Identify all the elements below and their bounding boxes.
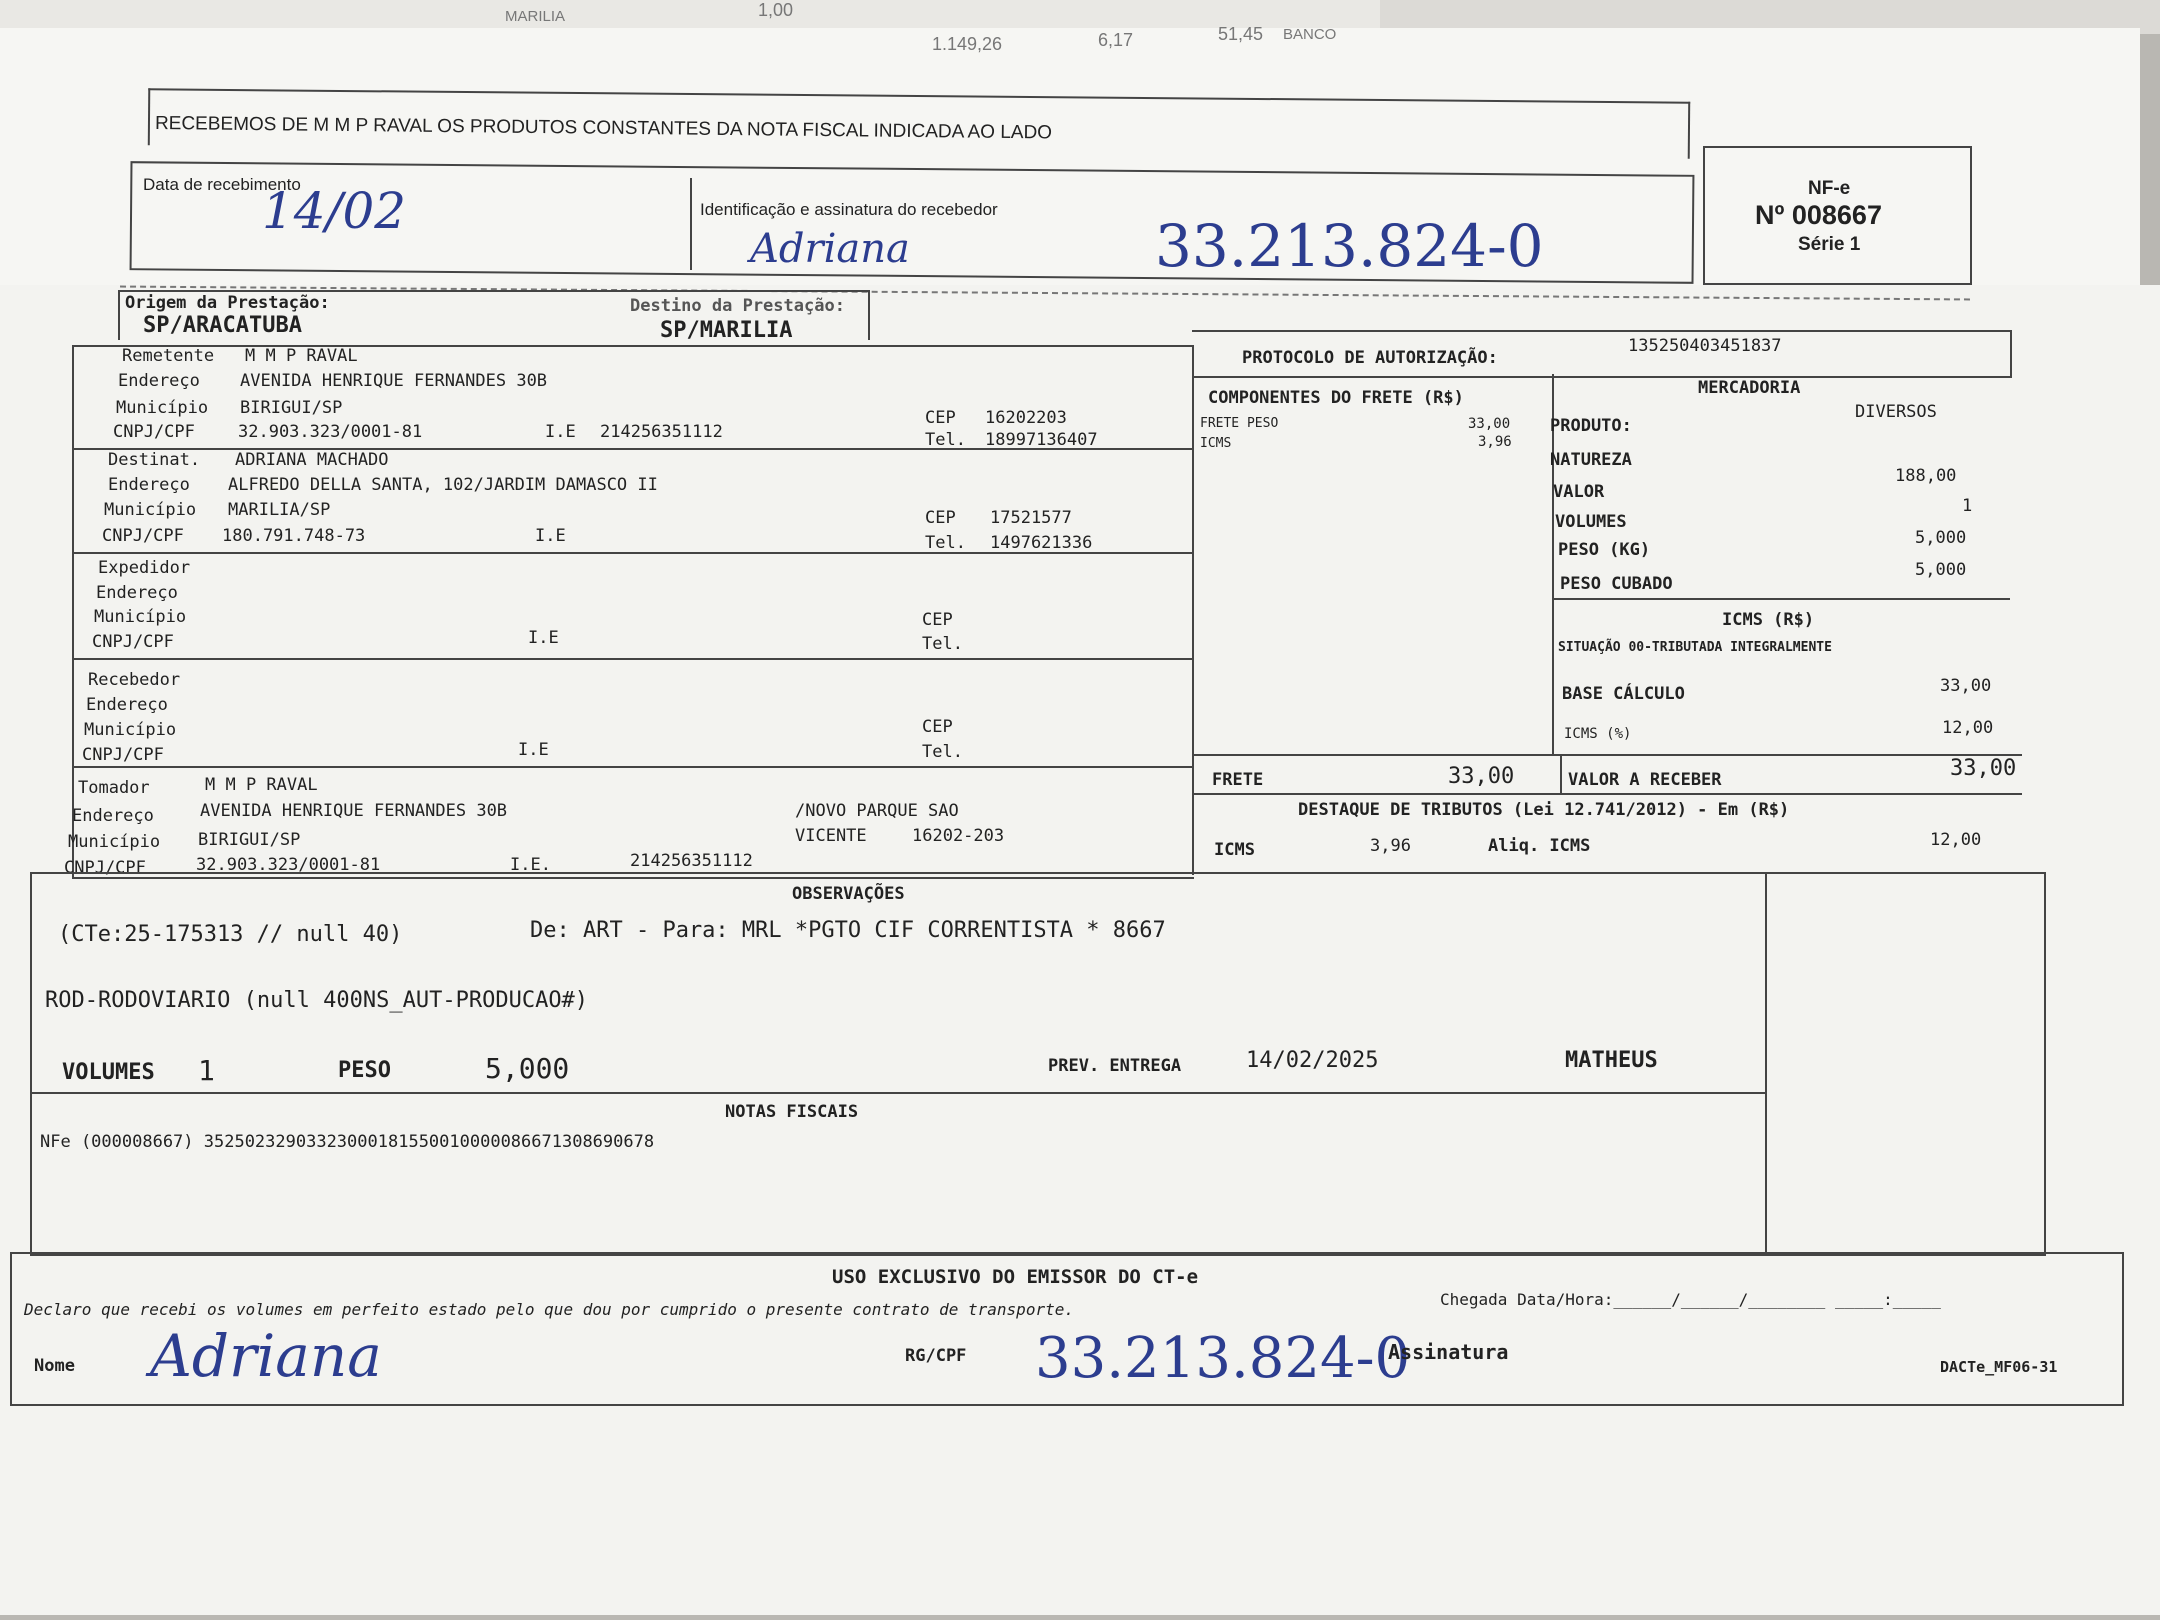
- icms-base-value: 33,00: [1940, 676, 1992, 696]
- protocol-label: PROTOCOLO DE AUTORIZAÇÃO:: [1242, 348, 1498, 368]
- receipt-date-handwritten: 14/02: [262, 182, 407, 240]
- observations-title: OBSERVAÇÕES: [792, 884, 905, 904]
- icms-situation: SITUAÇÃO 00-TRIBUTADA INTEGRALMENTE: [1558, 640, 1832, 655]
- nfe-title: NF-e: [1808, 178, 1851, 199]
- freight-title: COMPONENTES DO FRETE (R$): [1208, 388, 1464, 408]
- footer-rg-value: 33.213.824-0: [1035, 1326, 1411, 1391]
- top-amount-4: 51,45: [1218, 24, 1264, 44]
- top-amount-3: 6,17: [1098, 30, 1134, 50]
- payer-addr: AVENIDA HENRIQUE FERNANDES 30B: [200, 801, 508, 821]
- top-amount-1: 1,00: [758, 0, 794, 20]
- taxes-icms-value: 3,96: [1370, 836, 1411, 856]
- payer-ie-label: I.E.: [510, 855, 551, 875]
- observations-volumes-value: 1: [198, 1054, 215, 1087]
- sender-mun: BIRIGUI/SP: [240, 398, 343, 418]
- goods-cubed-label: PESO CUBADO: [1560, 574, 1673, 594]
- sender-label: Remetente: [122, 346, 215, 366]
- recipient-label: Destinat.: [108, 450, 201, 470]
- sender-cep-label: CEP: [925, 408, 956, 428]
- goods-cubed-value: 5,000: [1915, 560, 1967, 580]
- sender-doc-label: CNPJ/CPF: [113, 422, 195, 442]
- shipper-cep-label: CEP: [922, 610, 953, 630]
- receiver-addr-label: Endereço: [86, 695, 168, 715]
- sender-addr: AVENIDA HENRIQUE FERNANDES 30B: [240, 371, 548, 391]
- icms-title: ICMS (R$): [1722, 610, 1815, 630]
- observations-volumes-label: VOLUMES: [62, 1060, 155, 1085]
- payer-label: Tomador: [78, 778, 150, 798]
- payer-addr-label: Endereço: [72, 806, 154, 826]
- top-bank: BANCO: [1283, 26, 1337, 43]
- recipient-addr-label: Endereço: [108, 475, 190, 495]
- dest-label: Destino da Prestação:: [630, 296, 845, 316]
- footer-sign-label: Assinatura: [1388, 1340, 1509, 1364]
- nfe-number: Nº 008667: [1755, 200, 1882, 230]
- origin-label: Origem da Prestação:: [125, 293, 330, 313]
- receivable-value: 33,00: [1950, 756, 2017, 781]
- sender-ie-label: I.E: [545, 422, 576, 442]
- observations-line1a: (CTe:25-175313 // null 40): [58, 922, 403, 947]
- top-city: MARILIA: [505, 8, 566, 25]
- taxes-title: DESTAQUE DE TRIBUTOS (Lei 12.741/2012) - Em (R$): [1298, 800, 1790, 820]
- receiver-label: Recebedor: [88, 670, 181, 690]
- footer-arrival: Chegada Data/Hora:______/______/________ _____:_____: [1440, 1290, 1941, 1309]
- receipt-date-label: Data de recebimento: [143, 175, 301, 194]
- recipient-doc-label: CNPJ/CPF: [102, 526, 184, 546]
- observations-weight-label: PESO: [338, 1058, 391, 1083]
- footer-code: DACTe_MF06-31: [1940, 1358, 2058, 1376]
- payer-mun: BIRIGUI/SP: [198, 830, 301, 850]
- nfe-series: Série 1: [1798, 234, 1861, 255]
- goods-weight-value: 5,000: [1915, 528, 1967, 548]
- freight-total-value: 33,00: [1448, 764, 1515, 789]
- payer-addr3: VICENTE: [795, 826, 867, 846]
- protocol-value: 135250403451837: [1628, 336, 1782, 356]
- shipper-label: Expedidor: [98, 558, 191, 578]
- goods-volumes-label: VOLUMES: [1555, 512, 1627, 532]
- receiver-doc-label: CNPJ/CPF: [82, 745, 164, 765]
- sender-ie: 214256351112: [600, 422, 723, 442]
- shipper-tel-label: Tel.: [922, 634, 963, 654]
- shipper-doc-label: CNPJ/CPF: [92, 632, 174, 652]
- observations-line2: ROD-RODOVIARIO (null 400NS_AUT-PRODUCAO#): [45, 988, 589, 1013]
- origin-value: SP/ARACATUBA: [143, 313, 302, 338]
- goods-title: MERCADORIA: [1698, 378, 1801, 398]
- recipient-addr: ALFREDO DELLA SANTA, 102/JARDIM DAMASCO II: [228, 475, 658, 495]
- footer-declaration: Declaro que recebi os volumes em perfeito estado pelo que dou por cumprido o presente contrato de transporte.: [24, 1300, 1074, 1319]
- payer-doc-label: CNPJ/CPF: [64, 858, 146, 878]
- footer-title: USO EXCLUSIVO DO EMISSOR DO CT-e: [832, 1266, 1199, 1288]
- dest-value: SP/MARILIA: [660, 318, 793, 343]
- recipient-doc: 180.791.748-73: [222, 526, 366, 546]
- invoices-entry: NFe (000008667) 35250232903323000181550010000086671308690678: [40, 1132, 655, 1152]
- icms-base-label: BASE CÁLCULO: [1562, 684, 1685, 704]
- freight-item-value: 3,96: [1478, 434, 1512, 450]
- icms-rate-label: ICMS (%): [1564, 726, 1632, 742]
- goods-nature-label: NATUREZA: [1550, 450, 1632, 470]
- freight-item-label: FRETE PESO: [1200, 416, 1279, 431]
- observations-delivery-value: 14/02/2025: [1246, 1048, 1379, 1073]
- sender-mun-label: Município: [116, 398, 209, 418]
- taxes-rate-value: 12,00: [1930, 830, 1982, 850]
- shipper-addr-label: Endereço: [96, 583, 178, 603]
- payer-mun-label: Município: [68, 832, 161, 852]
- invoices-title: NOTAS FISCAIS: [725, 1102, 859, 1122]
- receiver-mun-label: Município: [84, 720, 177, 740]
- taxes-icms-label: ICMS: [1214, 840, 1255, 860]
- freight-item-value: 33,00: [1468, 416, 1511, 432]
- sender-name: M M P RAVAL: [245, 346, 358, 366]
- shipper-mun-label: Município: [94, 607, 187, 627]
- payer-cep: 16202-203: [912, 826, 1005, 846]
- payer-addr2: /NOVO PARQUE SAO: [795, 801, 959, 821]
- recipient-ie-label: I.E: [535, 526, 566, 546]
- receipt-statement: RECEBEMOS DE M M P RAVAL OS PRODUTOS CONSTANTES DA NOTA FISCAL INDICADA AO LADO: [154, 113, 1053, 144]
- footer-name-signature: Adriana: [150, 1322, 382, 1390]
- payer-doc: 32.903.323/0001-81: [196, 855, 381, 875]
- observations-weight-value: 5,000: [485, 1052, 570, 1085]
- top-amount-2: 1.149,26: [932, 34, 1003, 54]
- payer-name: M M P RAVAL: [205, 775, 318, 795]
- recipient-cep-label: CEP: [925, 508, 956, 528]
- receiver-tel-label: Tel.: [922, 742, 963, 762]
- icms-rate-value: 12,00: [1942, 718, 1994, 738]
- shipper-ie-label: I.E: [528, 628, 559, 648]
- sender-tel-label: Tel.: [925, 430, 966, 450]
- payer-ie: 214256351112: [630, 851, 753, 871]
- recipient-mun: MARILIA/SP: [228, 500, 331, 520]
- recipient-mun-label: Município: [104, 500, 197, 520]
- receivable-label: VALOR A RECEBER: [1568, 770, 1722, 790]
- sender-tel: 18997136407: [985, 430, 1098, 450]
- footer-rg-label: RG/CPF: [905, 1346, 967, 1366]
- observations-driver: MATHEUS: [1565, 1048, 1658, 1073]
- sender-addr-label: Endereço: [118, 371, 200, 391]
- recipient-cep: 17521577: [990, 508, 1072, 528]
- goods-value-label: VALOR: [1553, 482, 1605, 502]
- recipient-name: ADRIANA MACHADO: [235, 450, 389, 470]
- recipient-tel-label: Tel.: [925, 533, 966, 553]
- goods-weight-label: PESO (KG): [1558, 540, 1651, 560]
- freight-total-label: FRETE: [1212, 770, 1264, 790]
- sender-doc: 32.903.323/0001-81: [238, 422, 423, 442]
- goods-product-label: PRODUTO:: [1550, 416, 1632, 436]
- observations-line1b: De: ART - Para: MRL *PGTO CIF CORRENTISTA * 8667: [530, 918, 1166, 943]
- recipient-tel: 1497621336: [990, 533, 1093, 553]
- taxes-rate-label: Aliq. ICMS: [1488, 836, 1591, 856]
- observations-delivery-label: PREV. ENTREGA: [1048, 1056, 1182, 1076]
- goods-value-value: 188,00: [1895, 466, 1957, 486]
- goods-volumes-value: 1: [1962, 496, 1973, 516]
- receipt-id-label: Identificação e assinatura do recebedor: [700, 200, 998, 219]
- receiver-cep-label: CEP: [922, 717, 953, 737]
- freight-item-label: ICMS: [1200, 436, 1232, 451]
- sender-cep: 16202203: [985, 408, 1067, 428]
- goods-product-value: DIVERSOS: [1855, 402, 1937, 422]
- receipt-signature-id: 33.213.824-0: [1155, 212, 1544, 280]
- receipt-signature: Adriana: [750, 226, 910, 272]
- footer-name-label: Nome: [34, 1356, 75, 1376]
- receiver-ie-label: I.E: [518, 740, 549, 760]
